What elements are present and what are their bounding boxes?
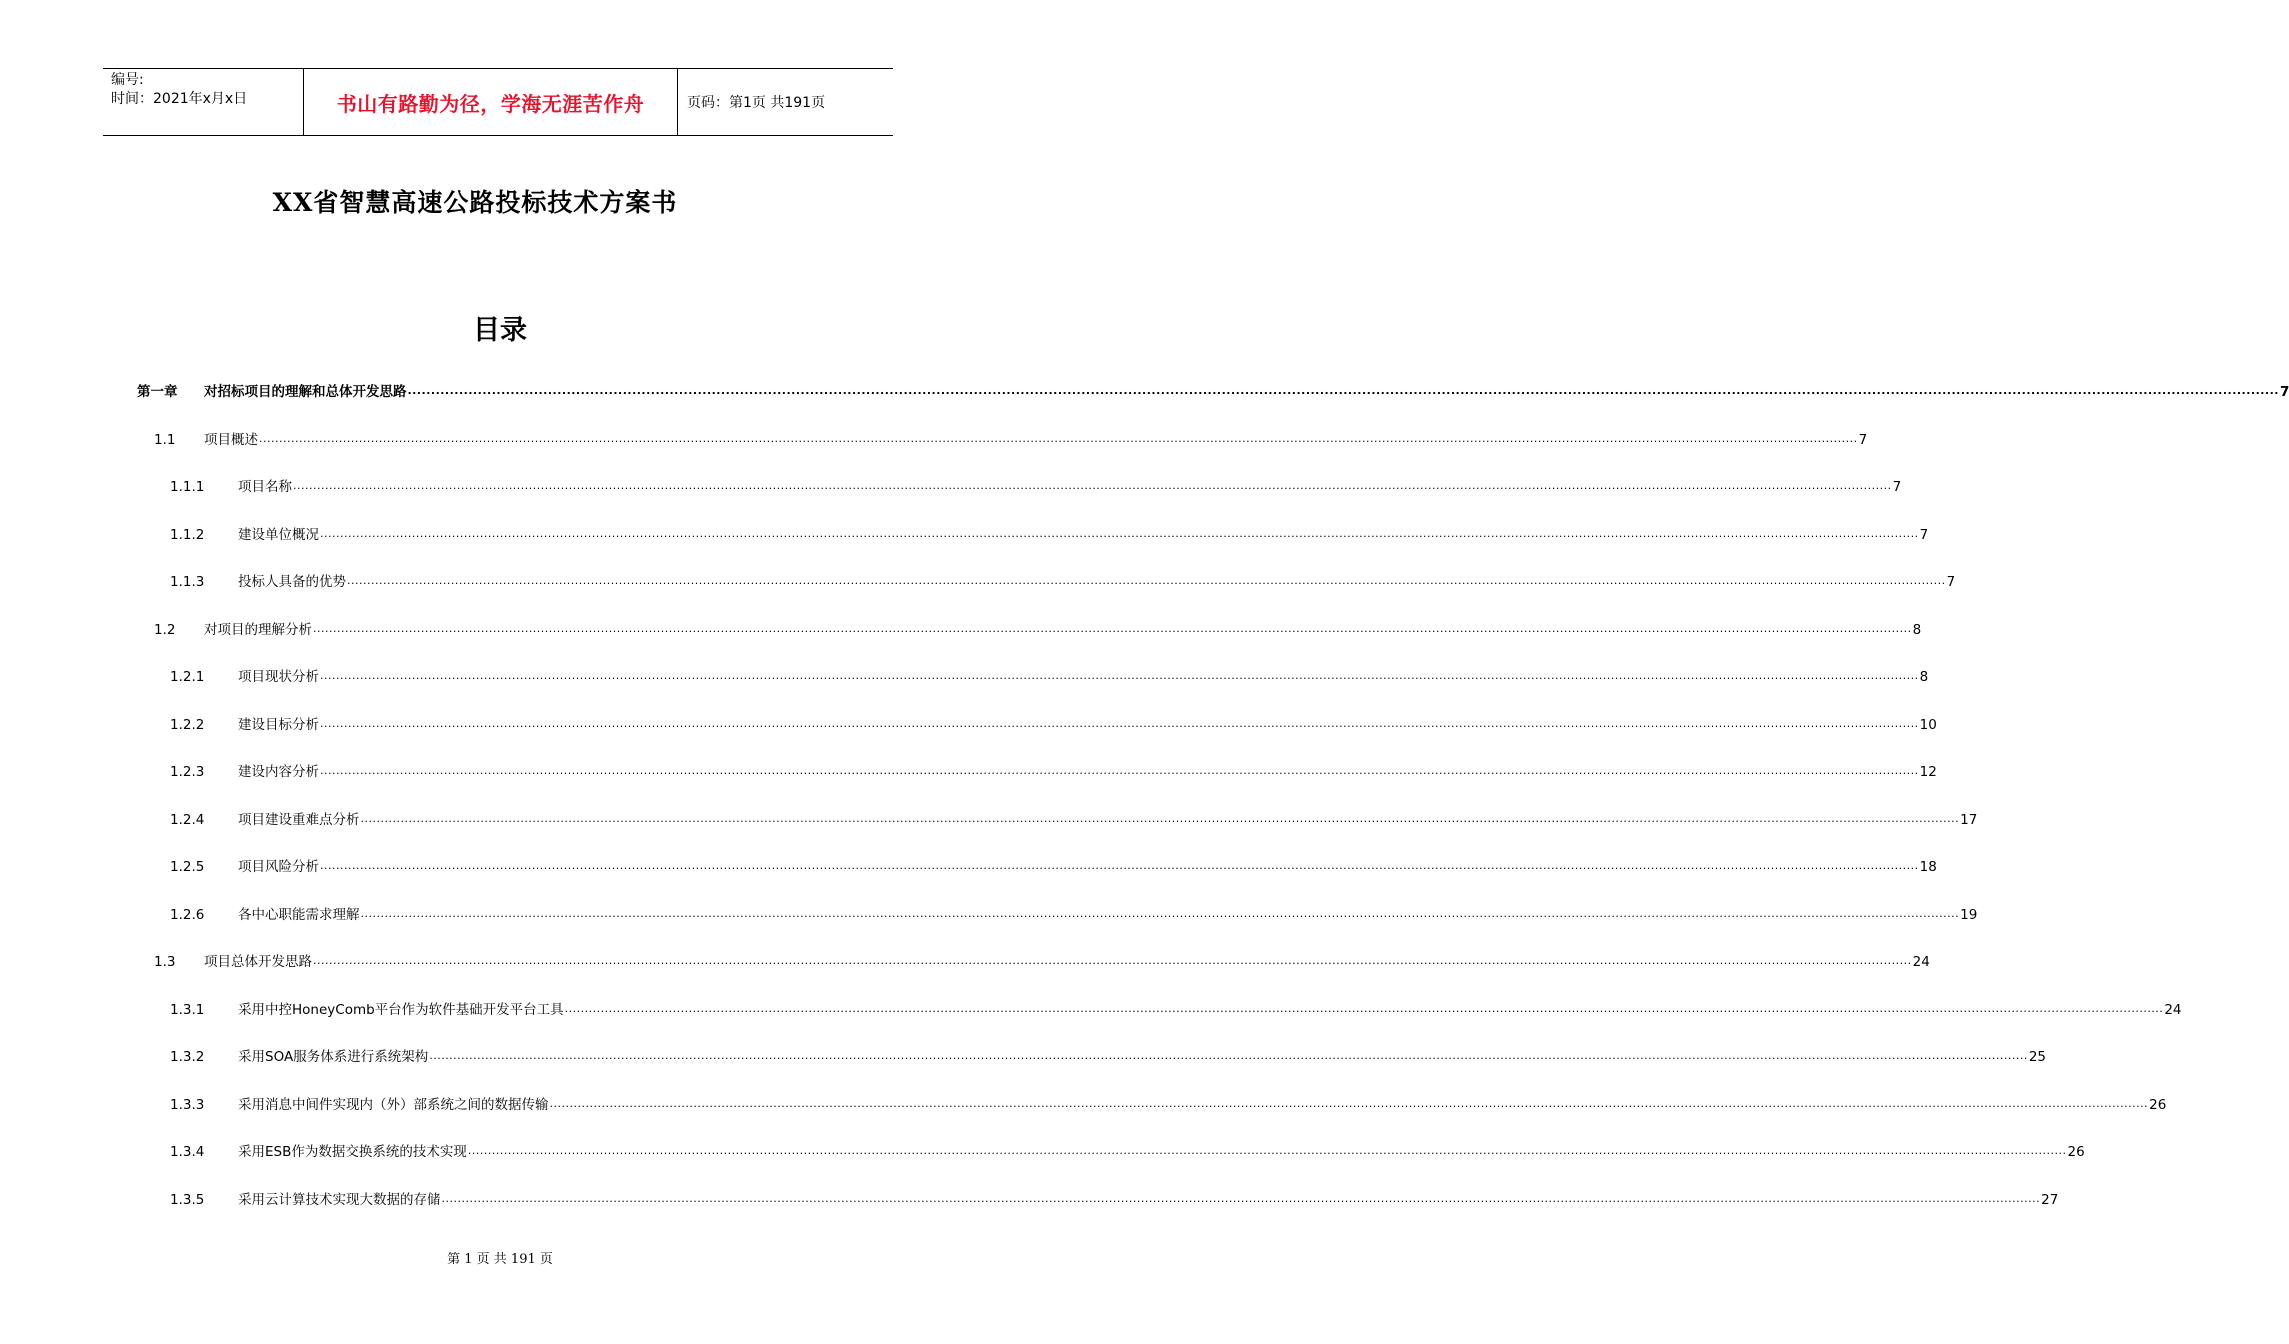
toc-entry-number: 1.2.6 (170, 906, 205, 923)
toc-dot-leader: ................................................................................................................................................................................................................................................................................................................................................................................................................ (320, 716, 1919, 730)
toc-entry[interactable] (170, 853, 1937, 875)
toc-entry-number: 1.2.4 (170, 811, 205, 828)
page-footer: 第 1 页 共 191 页 (447, 1252, 553, 1267)
toc-entry[interactable] (170, 521, 1929, 543)
toc-entry[interactable] (170, 1186, 2059, 1208)
toc-entry[interactable] (170, 1138, 2085, 1160)
toc-entry-page: 26 (2149, 1096, 2167, 1113)
toc-entry-label: 对项目的理解分析 (204, 621, 312, 638)
toc-entry[interactable] (170, 711, 1937, 733)
toc-entry-page: 7 (1919, 526, 1929, 543)
toc-entry[interactable] (170, 473, 1902, 495)
toc-entry-page: 7 (1946, 574, 1956, 590)
toc-dot-leader: ................................................................................................................................................................................................................................................................................................................................................................................................................ (407, 384, 2279, 397)
toc-entry[interactable] (170, 996, 2182, 1018)
toc-dot-leader: ................................................................................................................................................................................................................................................................................................................................................................................................................ (360, 906, 1960, 920)
toc-entry-page: 26 (2067, 1144, 2085, 1160)
toc-entry[interactable] (170, 1043, 2047, 1065)
toc-entry-page: 24 (2164, 1001, 2182, 1018)
toc-entry[interactable] (170, 901, 1978, 923)
toc-entry-page: 24 (1912, 954, 1930, 970)
toc-entry[interactable] (137, 378, 2289, 400)
toc-dot-leader: ................................................................................................................................................................................................................................................................................................................................................................................................................ (320, 764, 1919, 777)
toc-entry[interactable] (170, 663, 1929, 685)
toc-entry-label: 项目现状分析 (238, 669, 319, 685)
toc-entry[interactable] (154, 426, 1868, 448)
toc-dot-leader: ................................................................................................................................................................................................................................................................................................................................................................................................................ (313, 621, 1912, 635)
header-page-cell (678, 69, 893, 135)
toc-dot-leader: ................................................................................................................................................................................................................................................................................................................................................................................................................ (360, 811, 1960, 825)
code-label: 编号: (111, 72, 144, 88)
toc-entry-number: 1.1.2 (170, 526, 205, 543)
toc-dot-leader: ................................................................................................................................................................................................................................................................................................................................................................................................................ (441, 1191, 2041, 1205)
toc-entry-label: 项目总体开发思路 (204, 954, 312, 970)
toc-dot-leader: ................................................................................................................................................................................................................................................................................................................................................................................................................ (320, 526, 1919, 540)
toc-dot-leader: ................................................................................................................................................................................................................................................................................................................................................................................................................ (429, 1049, 2028, 1062)
document-title: XX省智慧高速公路投标技术方案书 (272, 188, 678, 217)
toc-entry-label: 建设内容分析 (238, 764, 319, 780)
toc-entry-page: 7 (2279, 384, 2289, 400)
toc-dot-leader: ................................................................................................................................................................................................................................................................................................................................................................................................................ (564, 1001, 2164, 1015)
toc-entry-page: 12 (1919, 764, 1937, 780)
toc-entry[interactable] (170, 568, 1956, 590)
toc-entry-number: 1.3.5 (170, 1191, 205, 1208)
toc-entry-page: 8 (1912, 621, 1922, 638)
toc-entry-number: 1.3.1 (170, 1001, 205, 1018)
toc-entry-number: 1.3.4 (170, 1144, 205, 1160)
motto-text: 书山有路勤为径，学海无涯苦作舟 (336, 91, 645, 116)
header-meta-cell (103, 69, 303, 135)
toc-entry-page: 7 (1892, 479, 1902, 495)
date-line: 时间：2021年x月x日 (111, 91, 248, 107)
toc-dot-leader: ................................................................................................................................................................................................................................................................................................................................................................................................................ (313, 954, 1912, 967)
toc-entry-label: 采用消息中间件实现内（外）部系统之间的数据传输 (238, 1096, 549, 1113)
toc-entry-page: 7 (1858, 431, 1868, 448)
toc-entry-number: 1.2 (154, 621, 176, 638)
toc-entry[interactable] (170, 1091, 2167, 1113)
toc-heading: 目录 (473, 315, 527, 346)
toc-entry-number: 1.1.3 (170, 574, 205, 590)
toc-entry[interactable] (170, 758, 1937, 780)
toc-entry[interactable] (154, 616, 1922, 638)
toc-entry-page: 27 (2041, 1191, 2059, 1208)
toc-entry-page: 17 (1960, 811, 1978, 828)
toc-entry-number: 第一章 (137, 384, 178, 400)
toc-entry-number: 1.2.2 (170, 716, 205, 733)
toc-entry-page: 25 (2028, 1049, 2047, 1065)
toc-entry-label: 投标人具备的优势 (238, 574, 346, 590)
toc-entry-number: 1.1 (154, 431, 176, 448)
toc-entry-number: 1.2.3 (170, 764, 205, 780)
toc-entry-label: 采用云计算技术实现大数据的存储 (238, 1191, 441, 1208)
toc-entry-label: 采用SOA服务体系进行系统架构 (238, 1049, 429, 1065)
toc-entry-number: 1.1.1 (170, 479, 205, 495)
toc-entry-page: 10 (1919, 716, 1937, 733)
toc-dot-leader: ................................................................................................................................................................................................................................................................................................................................................................................................................ (320, 669, 1919, 682)
toc-dot-leader: ................................................................................................................................................................................................................................................................................................................................................................................................................ (320, 859, 1919, 872)
toc-entry-label: 项目风险分析 (238, 859, 319, 875)
toc-entry[interactable] (170, 806, 1978, 828)
toc-entry-number: 1.3.2 (170, 1049, 205, 1065)
toc-dot-leader: ................................................................................................................................................................................................................................................................................................................................................................................................................ (347, 574, 1946, 587)
header-motto-cell (303, 69, 678, 135)
toc-entry-label: 建设目标分析 (238, 716, 319, 733)
toc-entry-label: 采用ESB作为数据交换系统的技术实现 (238, 1144, 467, 1160)
toc-entry-number: 1.2.5 (170, 859, 205, 875)
toc-entry-page: 8 (1919, 669, 1929, 685)
toc-entry[interactable] (154, 948, 1930, 970)
toc-entry-label: 采用中控HoneyComb平台作为软件基础开发平台工具 (238, 1001, 564, 1018)
toc-dot-leader: ................................................................................................................................................................................................................................................................................................................................................................................................................ (293, 479, 1892, 492)
toc-entry-page: 18 (1919, 859, 1937, 875)
toc-dot-leader: ................................................................................................................................................................................................................................................................................................................................................................................................................ (549, 1096, 2149, 1110)
toc-entry-label: 项目概述 (204, 431, 258, 448)
toc-entry-number: 1.3 (154, 954, 176, 970)
toc-entry-label: 各中心职能需求理解 (238, 906, 360, 923)
toc-entry-number: 1.2.1 (170, 669, 205, 685)
page-info: 页码：第1页 共191页 (687, 95, 826, 111)
page-header (103, 68, 893, 136)
toc-entry-label: 对招标项目的理解和总体开发思路 (204, 384, 407, 400)
toc-entry-page: 19 (1960, 906, 1978, 923)
toc-entry-label: 项目建设重难点分析 (238, 811, 360, 828)
toc-dot-leader: ................................................................................................................................................................................................................................................................................................................................................................................................................ (259, 431, 1858, 445)
toc-entry-label: 项目名称 (238, 479, 292, 495)
toc-entry-label: 建设单位概况 (238, 526, 319, 543)
toc-entry-number: 1.3.3 (170, 1096, 205, 1113)
toc-dot-leader: ................................................................................................................................................................................................................................................................................................................................................................................................................ (467, 1144, 2067, 1157)
